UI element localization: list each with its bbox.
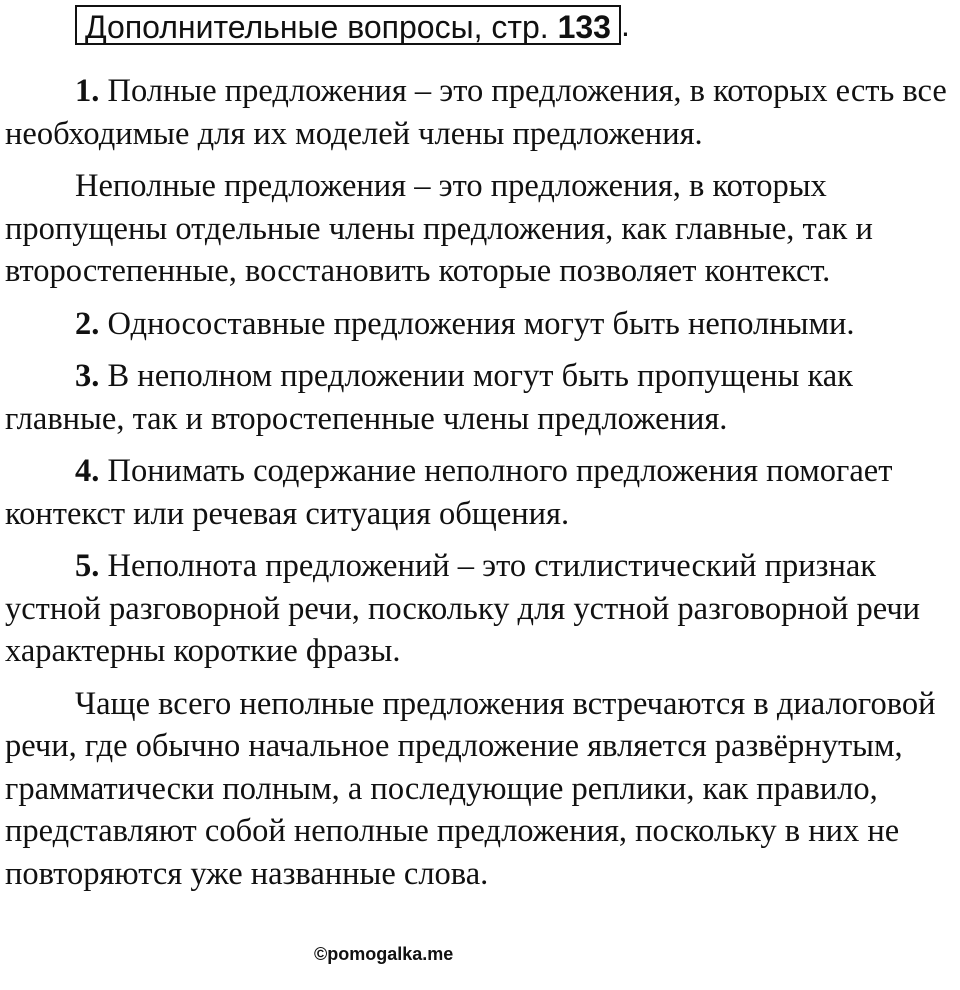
answer-number: 3. xyxy=(75,358,100,394)
answer-paragraph-1-continued xyxy=(5,165,955,293)
answer-number: 5. xyxy=(75,548,100,584)
answer-paragraph-5 xyxy=(5,545,955,673)
answer-text: Полные предложения – это предложения, в которых есть все необходимые для их моделей члены предложения. xyxy=(5,73,947,152)
answer-paragraph-1 xyxy=(5,70,955,155)
answer-text: Неполные предложения – это предложения, в которых пропущены отдельные члены предложения, как главные, так и второстепенные, восстановить которые позволяет контекст. xyxy=(5,168,873,289)
section-header-period: . xyxy=(620,7,630,43)
answer-number: 1. xyxy=(75,73,100,109)
answer-paragraph-5-continued xyxy=(5,683,955,896)
answer-text: Понимать содержание неполного предложения помогает контекст или речевая ситуация общения. xyxy=(5,453,893,532)
answer-text: Неполнота предложений – это стилистический признак устной разговорной речи, поскольку для устной разговорной речи характерны короткие фразы. xyxy=(5,548,921,669)
answer-paragraph-4 xyxy=(5,450,955,535)
answer-paragraph-3 xyxy=(5,355,955,440)
answer-text: Односоставные предложения могут быть неполными. xyxy=(107,305,855,342)
answer-number: 4. xyxy=(75,453,100,489)
section-header xyxy=(75,5,630,45)
answer-text: Чаще всего неполные предложения встречаются в диалоговой речи, где обычно начальное предложение является развёрнутым, грамматически полным, а последующие реплики, как правило, представляют собой неполные предложения, поскольку в них не повторяются уже названные слова. xyxy=(5,685,936,892)
section-page-number: 133 xyxy=(557,9,611,45)
answer-paragraph-2 xyxy=(5,303,955,346)
answer-number: 2. xyxy=(75,305,100,342)
section-header-box xyxy=(75,5,621,45)
section-title: Дополнительные вопросы, стр. xyxy=(85,9,549,45)
site-watermark: ©pomogalka.me xyxy=(314,944,454,964)
answers-body xyxy=(5,70,955,905)
answer-text: В неполном предложении могут быть пропущены как главные, так и второстепенные члены предложения. xyxy=(5,358,853,437)
